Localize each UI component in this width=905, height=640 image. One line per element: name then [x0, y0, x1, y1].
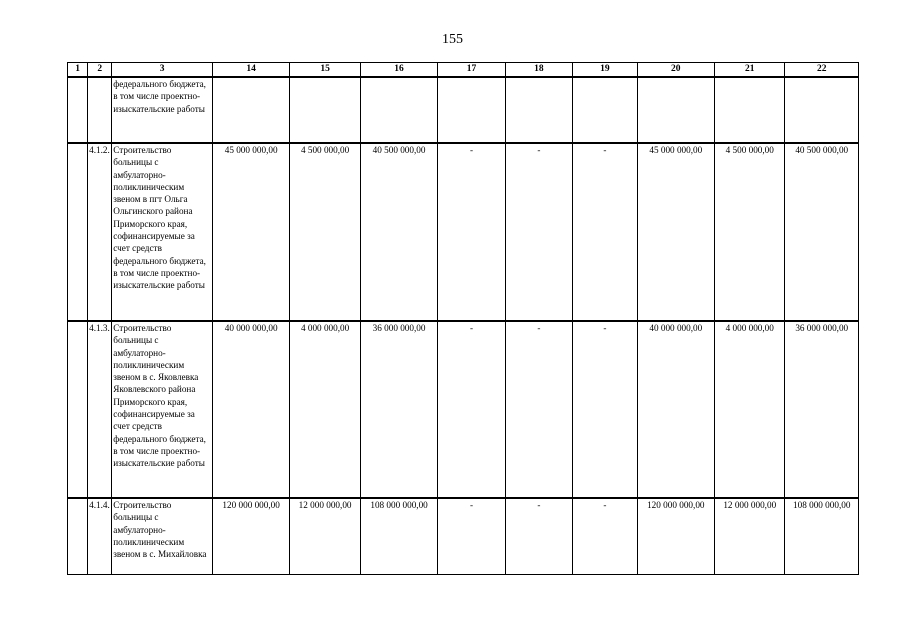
budget-table — [67, 62, 859, 575]
cell-col-17: - — [438, 498, 505, 574]
cell-col-16 — [360, 77, 437, 143]
cell-col-19: - — [573, 321, 637, 498]
column-header: 22 — [785, 63, 859, 78]
row-code — [88, 77, 112, 143]
table-row — [68, 143, 859, 321]
cell-col-21: 4 500 000,00 — [715, 143, 785, 321]
column-header: 16 — [360, 63, 437, 78]
cell-col-20 — [637, 77, 714, 143]
cell-col-16: 40 500 000,00 — [360, 143, 437, 321]
cell-col-16: 36 000 000,00 — [360, 321, 437, 498]
cell-col-17: - — [438, 321, 505, 498]
cell-col-19: - — [573, 498, 637, 574]
row-name: Строительство больницы с амбулаторно-поликлиническим звеном в с. Яковлевка Яковлевского района Приморского края, софинансируемые за счет средств федерального бюджета, в том числе проектно-изыскательские работы — [112, 321, 213, 498]
cell-col-1 — [68, 143, 88, 321]
cell-col-14: 45 000 000,00 — [212, 143, 289, 321]
column-header: 14 — [212, 63, 289, 78]
row-code: 4.1.4. — [88, 498, 112, 574]
cell-col-22: 108 000 000,00 — [785, 498, 859, 574]
page-number: 155 — [442, 32, 463, 47]
column-header: 1 — [68, 63, 88, 78]
cell-col-20: 45 000 000,00 — [637, 143, 714, 321]
cell-col-1 — [68, 321, 88, 498]
row-code: 4.1.3. — [88, 321, 112, 498]
cell-col-18: - — [505, 143, 572, 321]
table-row — [68, 498, 859, 574]
cell-col-22: 36 000 000,00 — [785, 321, 859, 498]
table-row — [68, 321, 859, 498]
column-header: 21 — [715, 63, 785, 78]
row-code: 4.1.2. — [88, 143, 112, 321]
cell-col-15: 12 000 000,00 — [290, 498, 360, 574]
cell-col-14: 40 000 000,00 — [212, 321, 289, 498]
cell-col-18 — [505, 77, 572, 143]
column-header: 17 — [438, 63, 505, 78]
cell-col-14 — [212, 77, 289, 143]
cell-col-20: 120 000 000,00 — [637, 498, 714, 574]
cell-col-19: - — [573, 143, 637, 321]
row-name: Строительство больницы с амбулаторно-поликлиническим звеном в пгт Ольга Ольгинского района Приморского края, софинансируемые за счет средств федерального бюджета, в том числе проектно-изыскательские работы — [112, 143, 213, 321]
cell-col-1 — [68, 77, 88, 143]
cell-col-21 — [715, 77, 785, 143]
cell-col-21: 4 000 000,00 — [715, 321, 785, 498]
column-header: 20 — [637, 63, 714, 78]
cell-col-17: - — [438, 143, 505, 321]
row-name: Строительство больницы с амбулаторно-поликлиническим звеном в с. Михайловка — [112, 498, 213, 574]
column-header: 2 — [88, 63, 112, 78]
cell-col-21: 12 000 000,00 — [715, 498, 785, 574]
column-header: 3 — [112, 63, 213, 78]
table-header-row — [68, 63, 859, 78]
cell-col-18: - — [505, 498, 572, 574]
cell-col-20: 40 000 000,00 — [637, 321, 714, 498]
column-header: 18 — [505, 63, 572, 78]
cell-col-22 — [785, 77, 859, 143]
cell-col-15: 4 000 000,00 — [290, 321, 360, 498]
cell-col-22: 40 500 000,00 — [785, 143, 859, 321]
row-name: федерального бюджета, в том числе проектно-изыскательские работы — [112, 77, 213, 143]
cell-col-18: - — [505, 321, 572, 498]
cell-col-15 — [290, 77, 360, 143]
table-row — [68, 77, 859, 143]
cell-col-15: 4 500 000,00 — [290, 143, 360, 321]
cell-col-17 — [438, 77, 505, 143]
cell-col-16: 108 000 000,00 — [360, 498, 437, 574]
column-header: 15 — [290, 63, 360, 78]
cell-col-14: 120 000 000,00 — [212, 498, 289, 574]
cell-col-19 — [573, 77, 637, 143]
cell-col-1 — [68, 498, 88, 574]
column-header: 19 — [573, 63, 637, 78]
